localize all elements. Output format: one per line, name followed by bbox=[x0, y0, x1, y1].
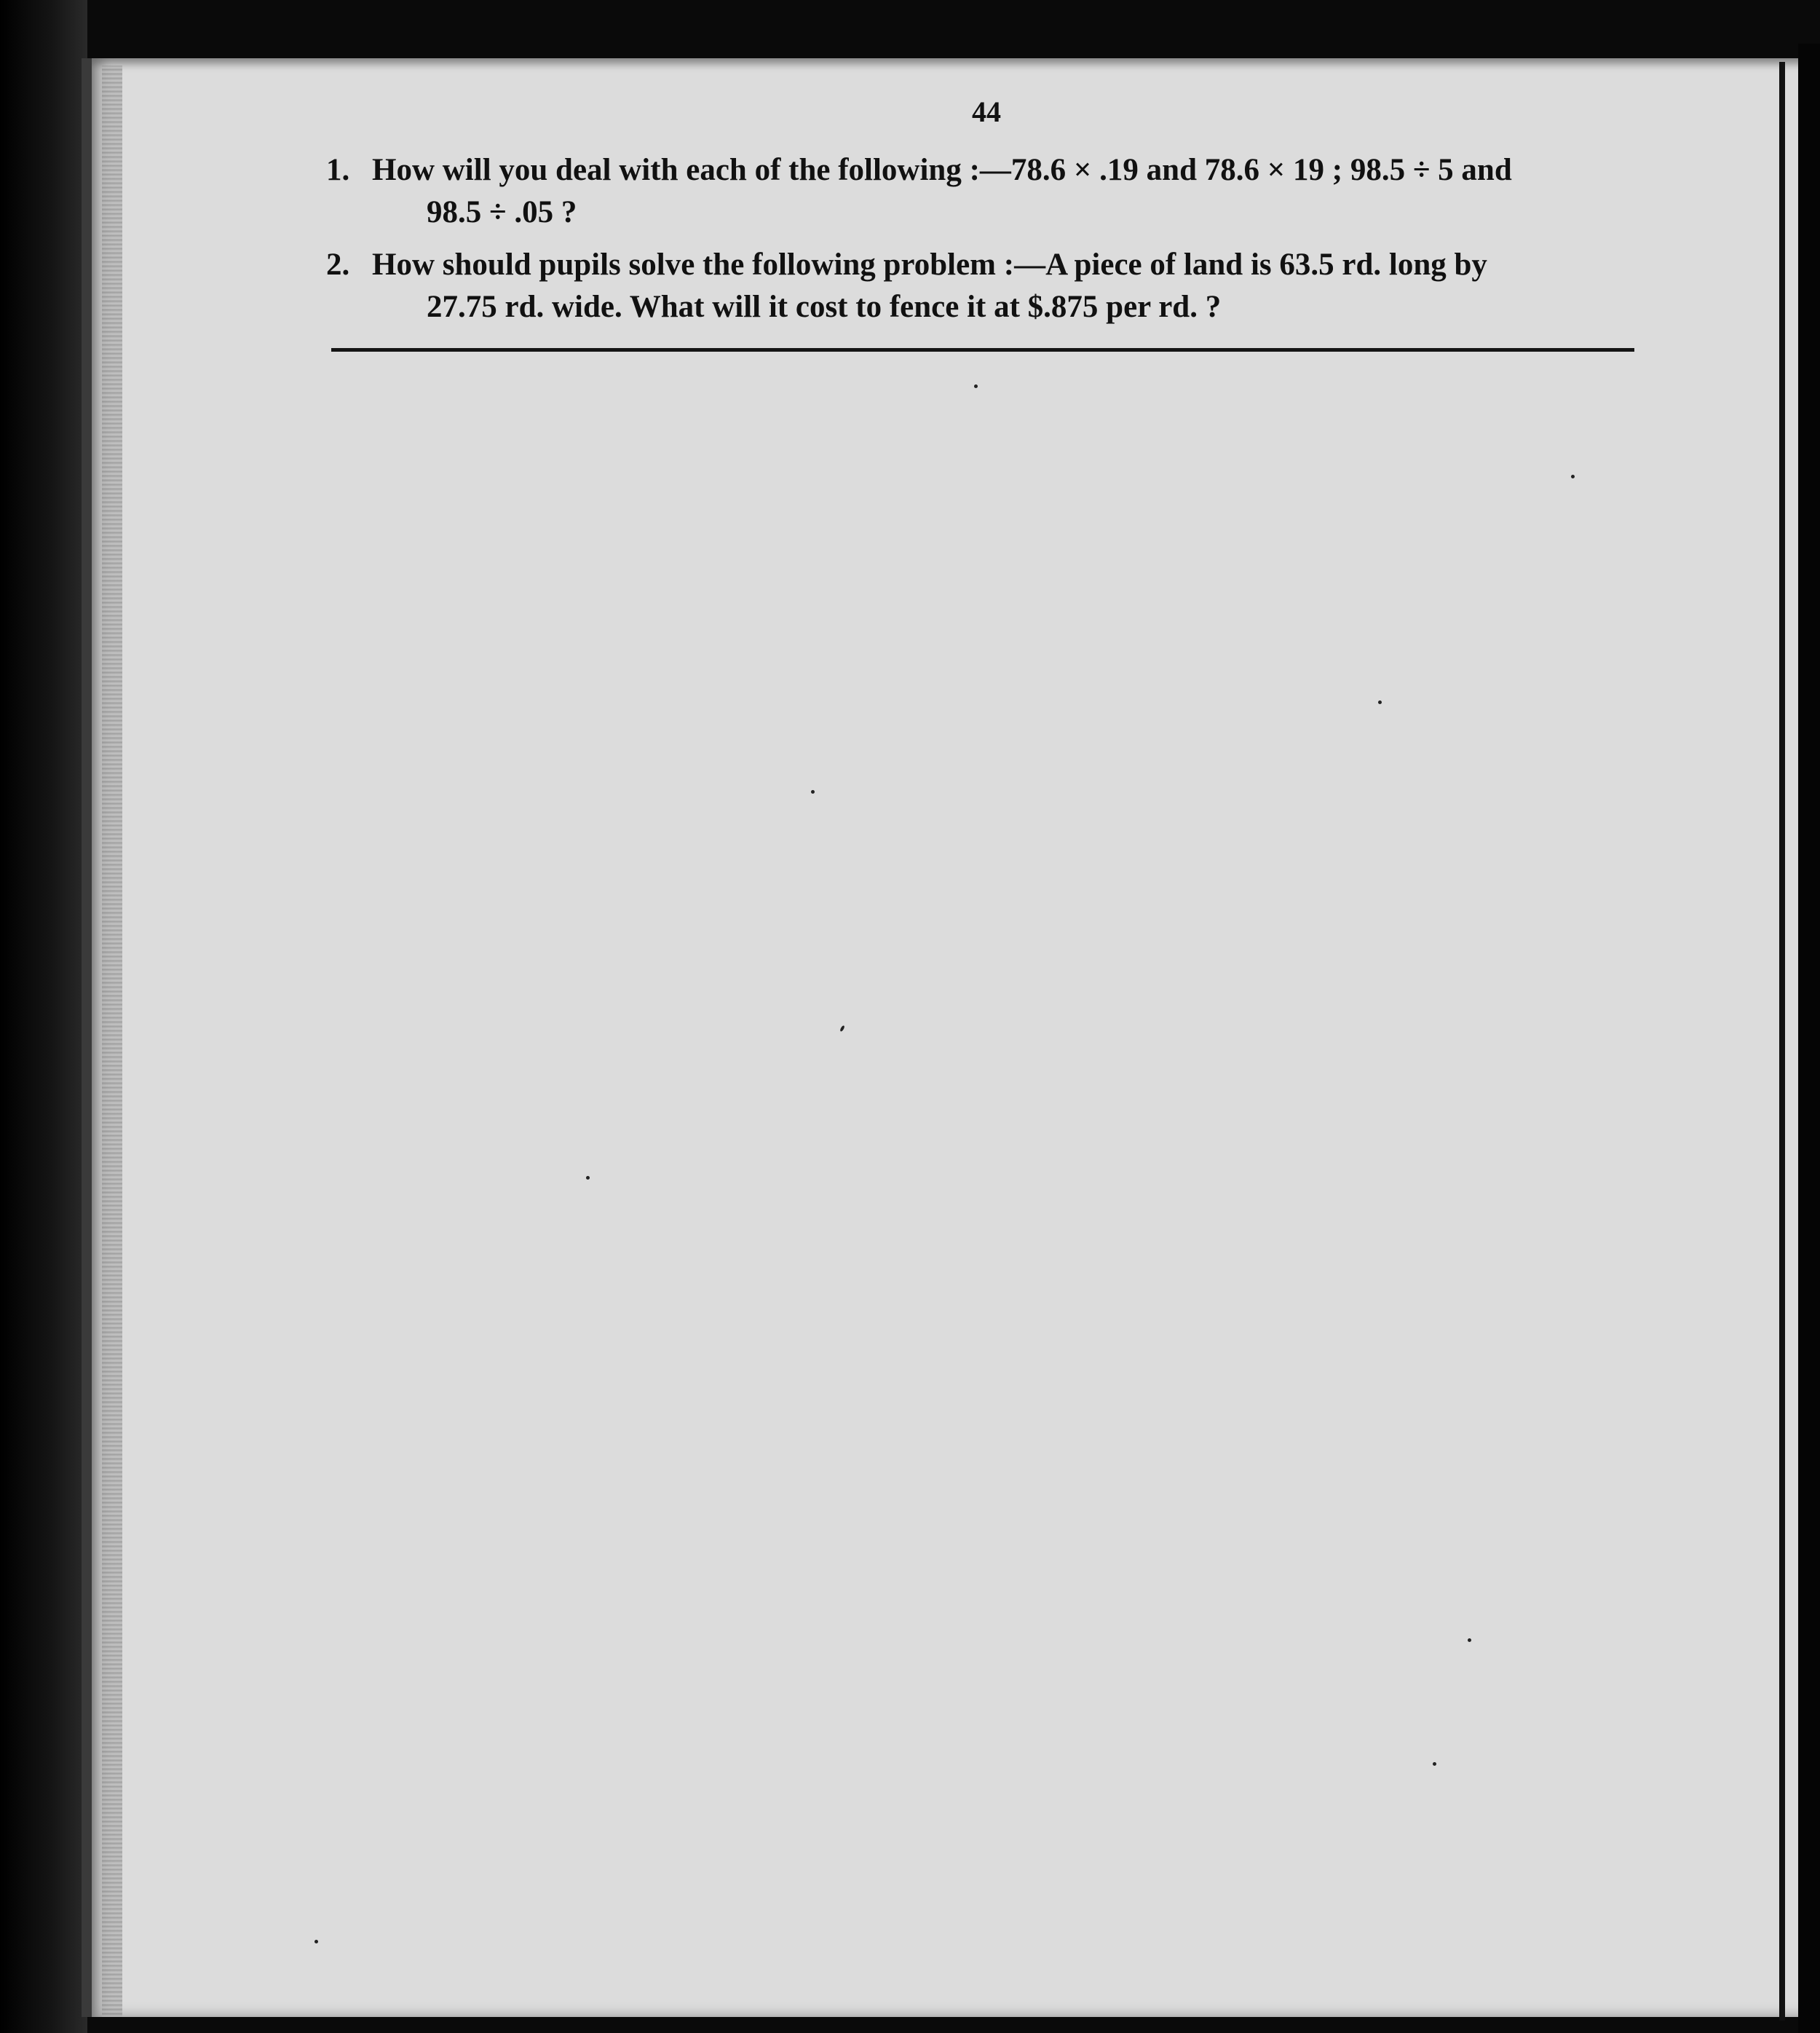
question-number: 2. bbox=[326, 248, 350, 282]
scan-speck bbox=[1378, 700, 1382, 704]
scan-speck bbox=[974, 384, 978, 388]
question-number: 1. bbox=[326, 153, 350, 187]
scan-speck bbox=[314, 1940, 318, 1943]
page-right-edge-line bbox=[1779, 62, 1785, 2021]
question-line-2: 27.75 rd. wide. What will it cost to fence it at $.875 per rd. ? bbox=[427, 290, 1222, 324]
question-list bbox=[326, 149, 1651, 339]
question-text bbox=[372, 244, 1651, 328]
question-line-1: How should pupils solve the following problem :—A piece of land is 63.5 rd. long by bbox=[372, 248, 1487, 282]
page-gutter-edge bbox=[102, 66, 122, 2017]
scan-speck bbox=[586, 1176, 590, 1180]
scan-speck bbox=[1433, 1762, 1436, 1766]
question-item bbox=[326, 244, 1651, 328]
scan-speck bbox=[811, 790, 815, 794]
book-binding bbox=[0, 0, 87, 2033]
question-line-1: How will you deal with each of the following :—78.6 × .19 and 78.6 × 19 ; 98.5 ÷ 5 and bbox=[372, 153, 1512, 187]
scan-speck bbox=[1468, 1638, 1471, 1642]
question-item bbox=[326, 149, 1651, 234]
page-number: 44 bbox=[972, 95, 1001, 128]
page-sheet bbox=[82, 58, 1813, 2017]
horizontal-rule bbox=[331, 348, 1634, 352]
question-text bbox=[372, 149, 1651, 234]
scan-right-border bbox=[1798, 44, 1820, 2033]
scan-speck bbox=[1571, 475, 1575, 478]
question-line-2: 98.5 ÷ .05 ? bbox=[427, 195, 577, 229]
